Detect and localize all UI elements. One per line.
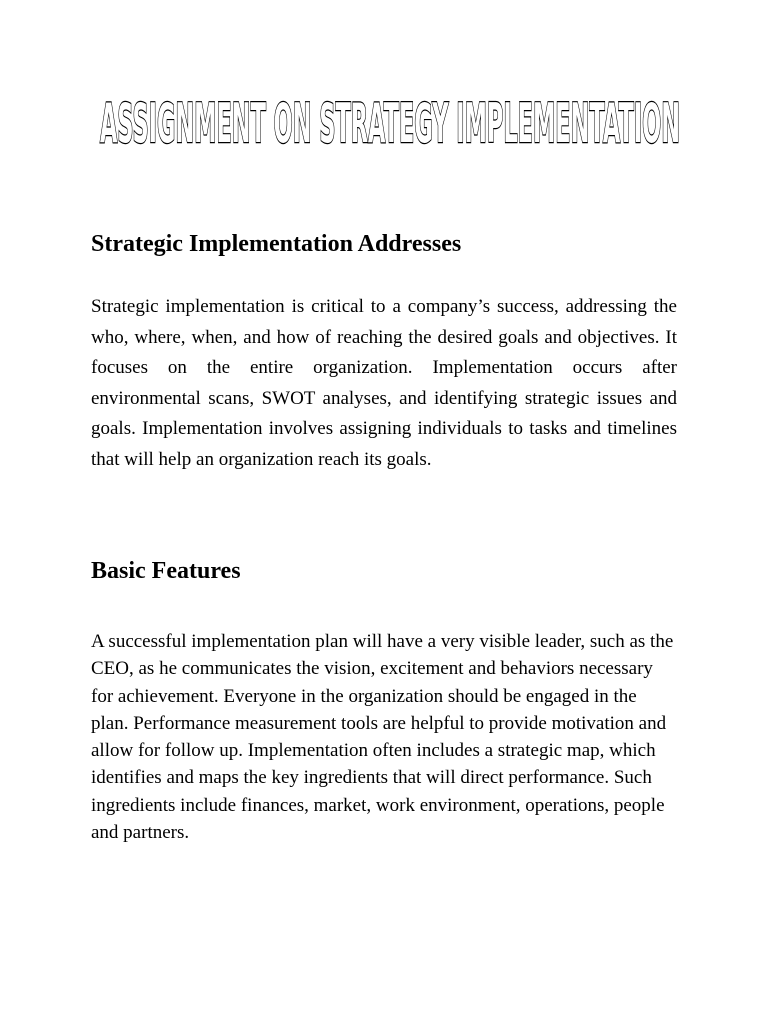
document-title xyxy=(98,88,682,154)
section-body-basic-features: A successful implementation plan will have a very visible leader, such as the CEO, as he communicates the vision, excitement and behaviors necessary for achievement. Everyone in the organization should be engaged in the plan. Performance measurement tools are helpful to provide motivation and allow for follow up. Implementation often includes a strategic map, which identifies and maps the key ingredients that will direct performance. Such ingredients include finances, market, work environment, operations, people and partners. xyxy=(91,631,674,844)
document-title-text: ASSIGNMENT ON STRATEGY IMPLEMENTATION xyxy=(100,92,680,154)
section-heading-basic-features: Basic Features xyxy=(91,558,241,584)
section-body-strategic-implementation: Strategic implementation is critical to a company’s success, addressing the who, where, when, and how of reaching the desired goals and objectives. It focuses on the entire organization. Implementation occurs after environmental scans, SWOT analyses, and identifying strategic issues and goals. Implementation involves assigning individuals to tasks and timelines that will help an organization reach its goals. xyxy=(91,296,677,470)
section-heading-strategic-implementation: Strategic Implementation Addresses xyxy=(91,231,462,257)
